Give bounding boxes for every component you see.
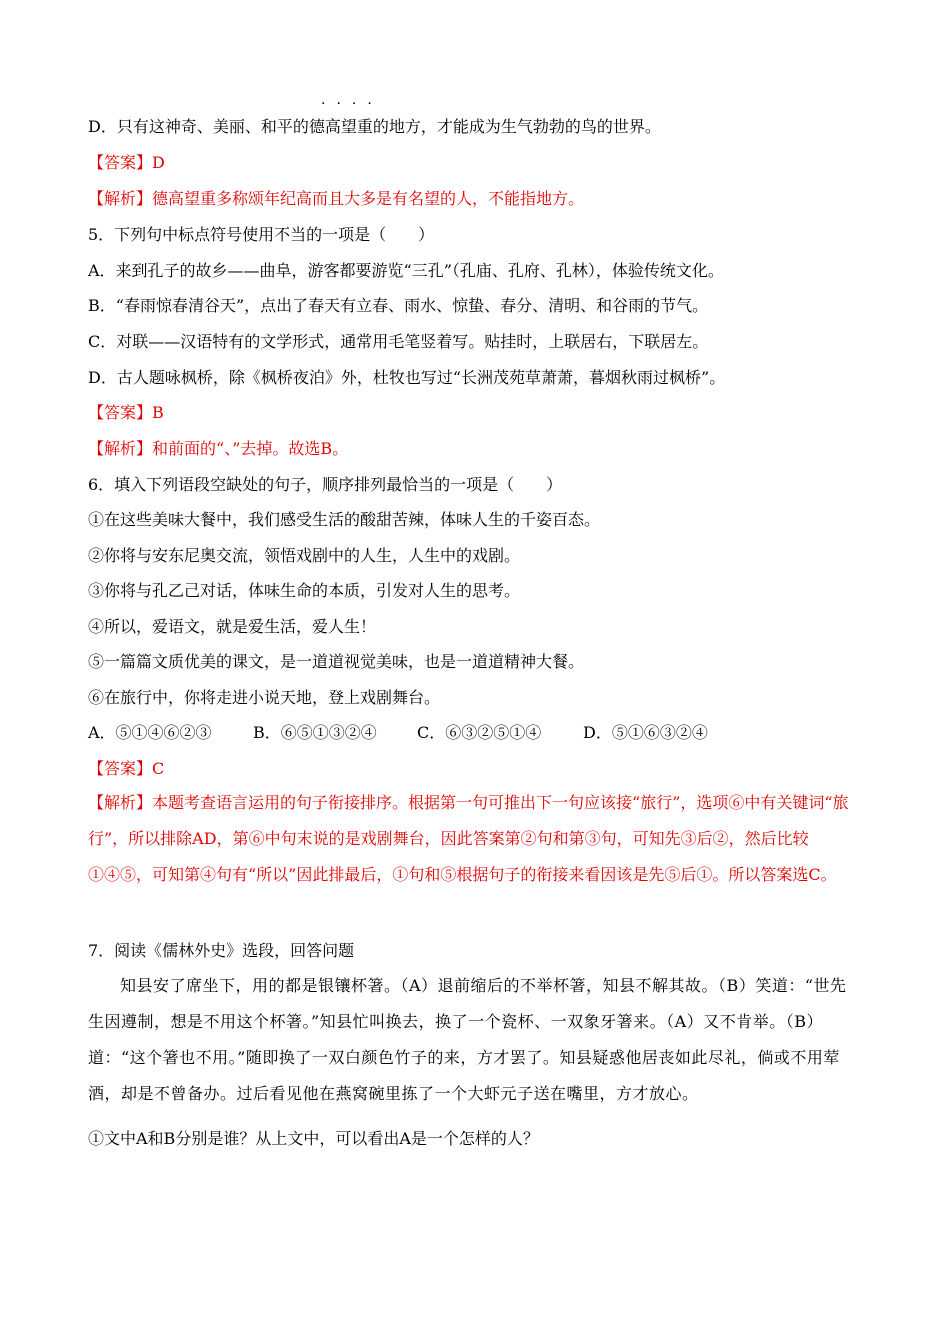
q6-option-c: C．⑥③②⑤①④ bbox=[417, 723, 542, 742]
q5-answer bbox=[88, 402, 164, 424]
q5-option-d: D．古人题咏枫桥，除《枫桥夜泊》外，杜牧也写过“长洲茂苑草萧萧，暮烟秋雨过枫桥”。 bbox=[88, 368, 726, 387]
answer-value: C bbox=[152, 759, 165, 778]
q5-option-b: B．“春雨惊春清谷天”，点出了春天有立春、雨水、惊蛰、春分、清明、和谷雨的节气。 bbox=[88, 296, 709, 315]
analysis-text: 德高望重多称颂年纪高而且大多是有名望的人，不能指地方。 bbox=[152, 189, 585, 208]
q5-analysis bbox=[88, 438, 348, 460]
q6-option-d: D．⑤①⑥③②④ bbox=[583, 723, 708, 742]
q7-stem: 7．阅读《儒林外史》选段，回答问题 bbox=[88, 941, 355, 960]
q6-item: ③你将与孔乙己对话，体味生命的本质，引发对人生的思考。 bbox=[88, 581, 521, 600]
q6-option-b: B．⑥⑤①③②④ bbox=[253, 723, 377, 742]
analysis-text: 和前面的“、”去掉。故选B。 bbox=[152, 439, 349, 458]
emphasis-dots: ···· bbox=[321, 96, 383, 112]
q5-stem: 5．下列句中标点符号使用不当的一项是（ ） bbox=[88, 225, 435, 244]
q6-options bbox=[88, 722, 708, 744]
q6-item: ④所以，爱语文，就是爱生活，爱人生！ bbox=[88, 617, 377, 636]
q4-analysis bbox=[88, 188, 584, 210]
analysis-tag: 【解析】 bbox=[88, 793, 153, 812]
q6-stem: 6．填入下列语段空缺处的句子，顺序排列最恰当的一项是（ ） bbox=[88, 475, 563, 494]
q6-item: ①在这些美味大餐中，我们感受生活的酸甜苦辣，体味人生的千姿百态。 bbox=[88, 510, 601, 529]
q6-analysis bbox=[88, 785, 868, 893]
q5-option-a: A．来到孔子的故乡——曲阜，游客都要游览“三孔”（孔庙、孔府、孔林），体验传统文化。 bbox=[88, 261, 724, 280]
answer-tag: 【答案】 bbox=[88, 759, 153, 778]
q6-item: ②你将与安东尼奥交流，领悟戏剧中的人生，人生中的戏剧。 bbox=[88, 546, 521, 565]
answer-value: D bbox=[152, 153, 165, 172]
answer-tag: 【答案】 bbox=[88, 153, 153, 172]
q4-answer bbox=[88, 152, 165, 174]
analysis-tag: 【解析】 bbox=[88, 439, 153, 458]
q7-subquestion-1: ①文中A和B分别是谁？从上文中，可以看出A是一个怎样的人？ bbox=[88, 1129, 539, 1148]
q7-excerpt: 知县安了席坐下，用的都是银镶杯箸。（A）退前缩后的不举杯箸，知县不解其故。（B）笑道：“世先生因遵制，想是不用这个杯箸。”知县忙叫换去，换了一个瓷杯、一双象牙箸来。（A）又不肯举。（B）道：“这个箸也不用。”随即换了一双白颜色竹子的来，方才罢了。知县疑惑他居丧如此尽礼，倘或不用荤酒，却是不曾备办。过后看见他在燕窝碗里拣了一个大虾元子送在嘴里，方才放心。 bbox=[88, 976, 847, 1103]
analysis-text: 本题考查语言运用的句子衔接排序。根据第一句可推出下一句应该接“旅行”，选项⑥中有关键词“旅行”，所以排除AD，第⑥中句末说的是戏剧舞台，因此答案第②句和第③句，可知先③后②，然后比较①④⑤，可知第④句有“所以”因此排最后，①句和⑤根据句子的衔接来看因该是先⑤后①。所以答案选C。 bbox=[88, 793, 849, 884]
q5-option-c: C．对联——汉语特有的文学形式，通常用毛笔竖着写。贴挂时，上联居右，下联居左。 bbox=[88, 332, 709, 351]
q4-option-d: D．只有这神奇、美丽、和平的德高望重的地方，才能成为生气勃勃的鸟的世界。 bbox=[88, 117, 661, 136]
analysis-tag: 【解析】 bbox=[88, 189, 153, 208]
answer-value: B bbox=[152, 403, 164, 422]
q6-answer bbox=[88, 758, 164, 780]
q6-option-a: A．⑤①④⑥②③ bbox=[88, 723, 212, 742]
q6-item: ⑤一篇篇文质优美的课文，是一道道视觉美味，也是一道道精神大餐。 bbox=[88, 652, 585, 671]
q6-item: ⑥在旅行中，你将走进小说天地，登上戏剧舞台。 bbox=[88, 688, 441, 707]
answer-tag: 【答案】 bbox=[88, 403, 153, 422]
